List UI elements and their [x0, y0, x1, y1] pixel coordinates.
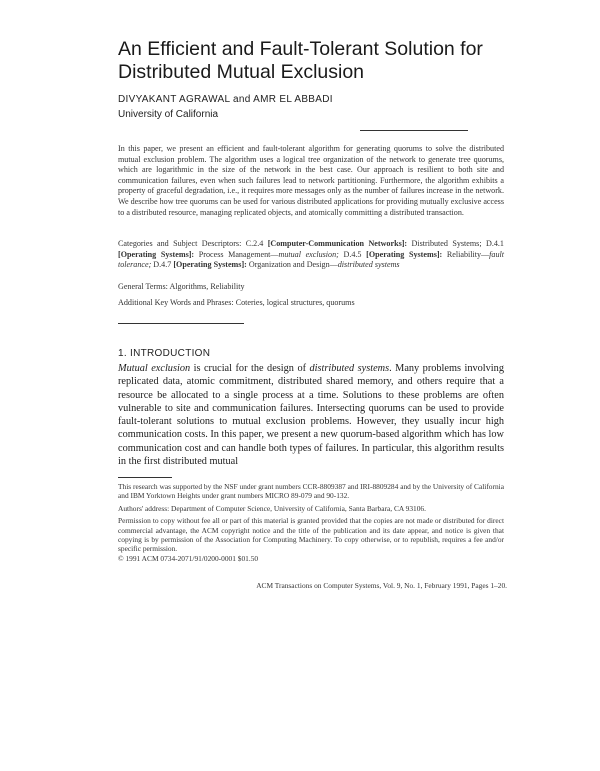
general-terms-value: Algorithms, Reliability — [169, 282, 245, 291]
descriptor-desc: Organization and Design— — [248, 260, 338, 270]
descriptor-code: D.4.5 — [343, 249, 362, 259]
introduction-paragraph — [118, 362, 504, 468]
paper-title: An Efficient and Fault-Tolerant Solution for Distributed Mutual Exclusion — [118, 38, 483, 83]
descriptor-italic: fault tolerance; — [118, 249, 504, 270]
descriptors-label: Categories and Subject Descriptors: — [118, 239, 242, 248]
header-rule — [360, 130, 468, 131]
author-names: DIVYAKANT AGRAWAL and AMR EL ABBADI — [118, 94, 333, 105]
key-words-label: Additional Key Words and Phrases: — [118, 298, 234, 307]
key-words — [118, 298, 504, 309]
descriptor-code: C.2.4 — [245, 239, 264, 248]
descriptor-italic: mutual exclusion; — [278, 249, 339, 259]
general-terms — [118, 282, 504, 293]
author-affiliation: University of California — [118, 109, 219, 120]
copyright-note: © 1991 ACM 0734-2071/91/0200-0001 $01.50 — [118, 553, 259, 563]
abstract-rule — [118, 323, 244, 324]
descriptor-italic: distributed systems — [337, 260, 400, 270]
key-words-value: Coteries, logical structures, quorums — [235, 298, 355, 307]
intro-italic-term: distributed systems — [309, 363, 390, 374]
descriptor-desc: Distributed Systems; — [411, 239, 482, 248]
intro-text: . Many problems involving replicated data, atomic commitment, distributed shared memory, and others require that a resource be allocated to a single process at a time. Solutions to these problems are often vulnerable to site and communication failures. Intersecting quorums can be used to provide fault-tolerant solutions to mutual exclusion problems. However, they usually incur high communication costs. In this paper, we present a new quorum-based algorithm which has low communication cost and can handle both types of failures. In particular, this algorithm results in the first distributed mutual — [118, 363, 504, 468]
descriptor-desc: Process Management— — [198, 249, 279, 259]
descriptor-name: [Operating Systems]: — [173, 260, 247, 270]
descriptor-code: D.4.7 — [153, 260, 172, 270]
abstract: In this paper, we present an efficient and fault-tolerant algorithm for generating quorums to solve the distributed mutual exclusion problem. The algorithm uses a logical tree organization of the network to generate tree quorums, which are logarithmic in the size of the network in the best case. Our approach is resilient to both site and communication failures, even when such failures lead to network partitioning. Furthermore, the algorithm exhibits a property of graceful degradation, i.e., it requires more messages only as the number of failures increase in the network. We describe how tree quorums can be used for various distributed applications for providing mutually exclusive access to a distributed resource, managing replicated objects, and atomically committing a distributed transaction. — [118, 144, 504, 217]
running-footer: ACM Transactions on Computer Systems, Vol. 9, No. 1, February 1991, Pages 1–20. — [256, 581, 507, 590]
descriptor-code: D.4.1 — [485, 239, 504, 248]
footnotes — [118, 482, 504, 563]
descriptor-name: [Operating Systems]: — [366, 249, 443, 259]
descriptor-name: [Operating Systems]: — [118, 249, 195, 259]
descriptor-name: [Computer-Communication Networks]: — [267, 239, 408, 248]
general-terms-label: General Terms: — [118, 282, 168, 291]
descriptor-desc: Reliability— — [446, 249, 490, 259]
funding-note: This research was supported by the NSF under grant numbers CCR-8809387 and IRI-8809284 and by the University of California and IBM Yorktown Heights under grant numbers MICRO 89-079 and 90-132. — [118, 482, 504, 501]
section-heading: 1. INTRODUCTION — [118, 348, 211, 359]
intro-italic-term: Mutual exclusion — [118, 363, 191, 374]
address-note: Authors' address: Department of Computer Science, University of California, Santa Barbara, CA 93106. — [118, 503, 426, 513]
footnote-rule — [118, 477, 172, 478]
intro-text: is crucial for the design of — [190, 363, 310, 374]
permission-note: Permission to copy without fee all or part of this material is granted provided that the copies are not made or distributed for direct commercial advantage, the ACM copyright notice and the title of the publication and its date appear, and notice is given that copying is by permission of the Association for Computing Machinery. To copy otherwise, or to republish, requires a fee and/or specific permission. — [118, 516, 504, 554]
subject-descriptors — [118, 239, 504, 271]
